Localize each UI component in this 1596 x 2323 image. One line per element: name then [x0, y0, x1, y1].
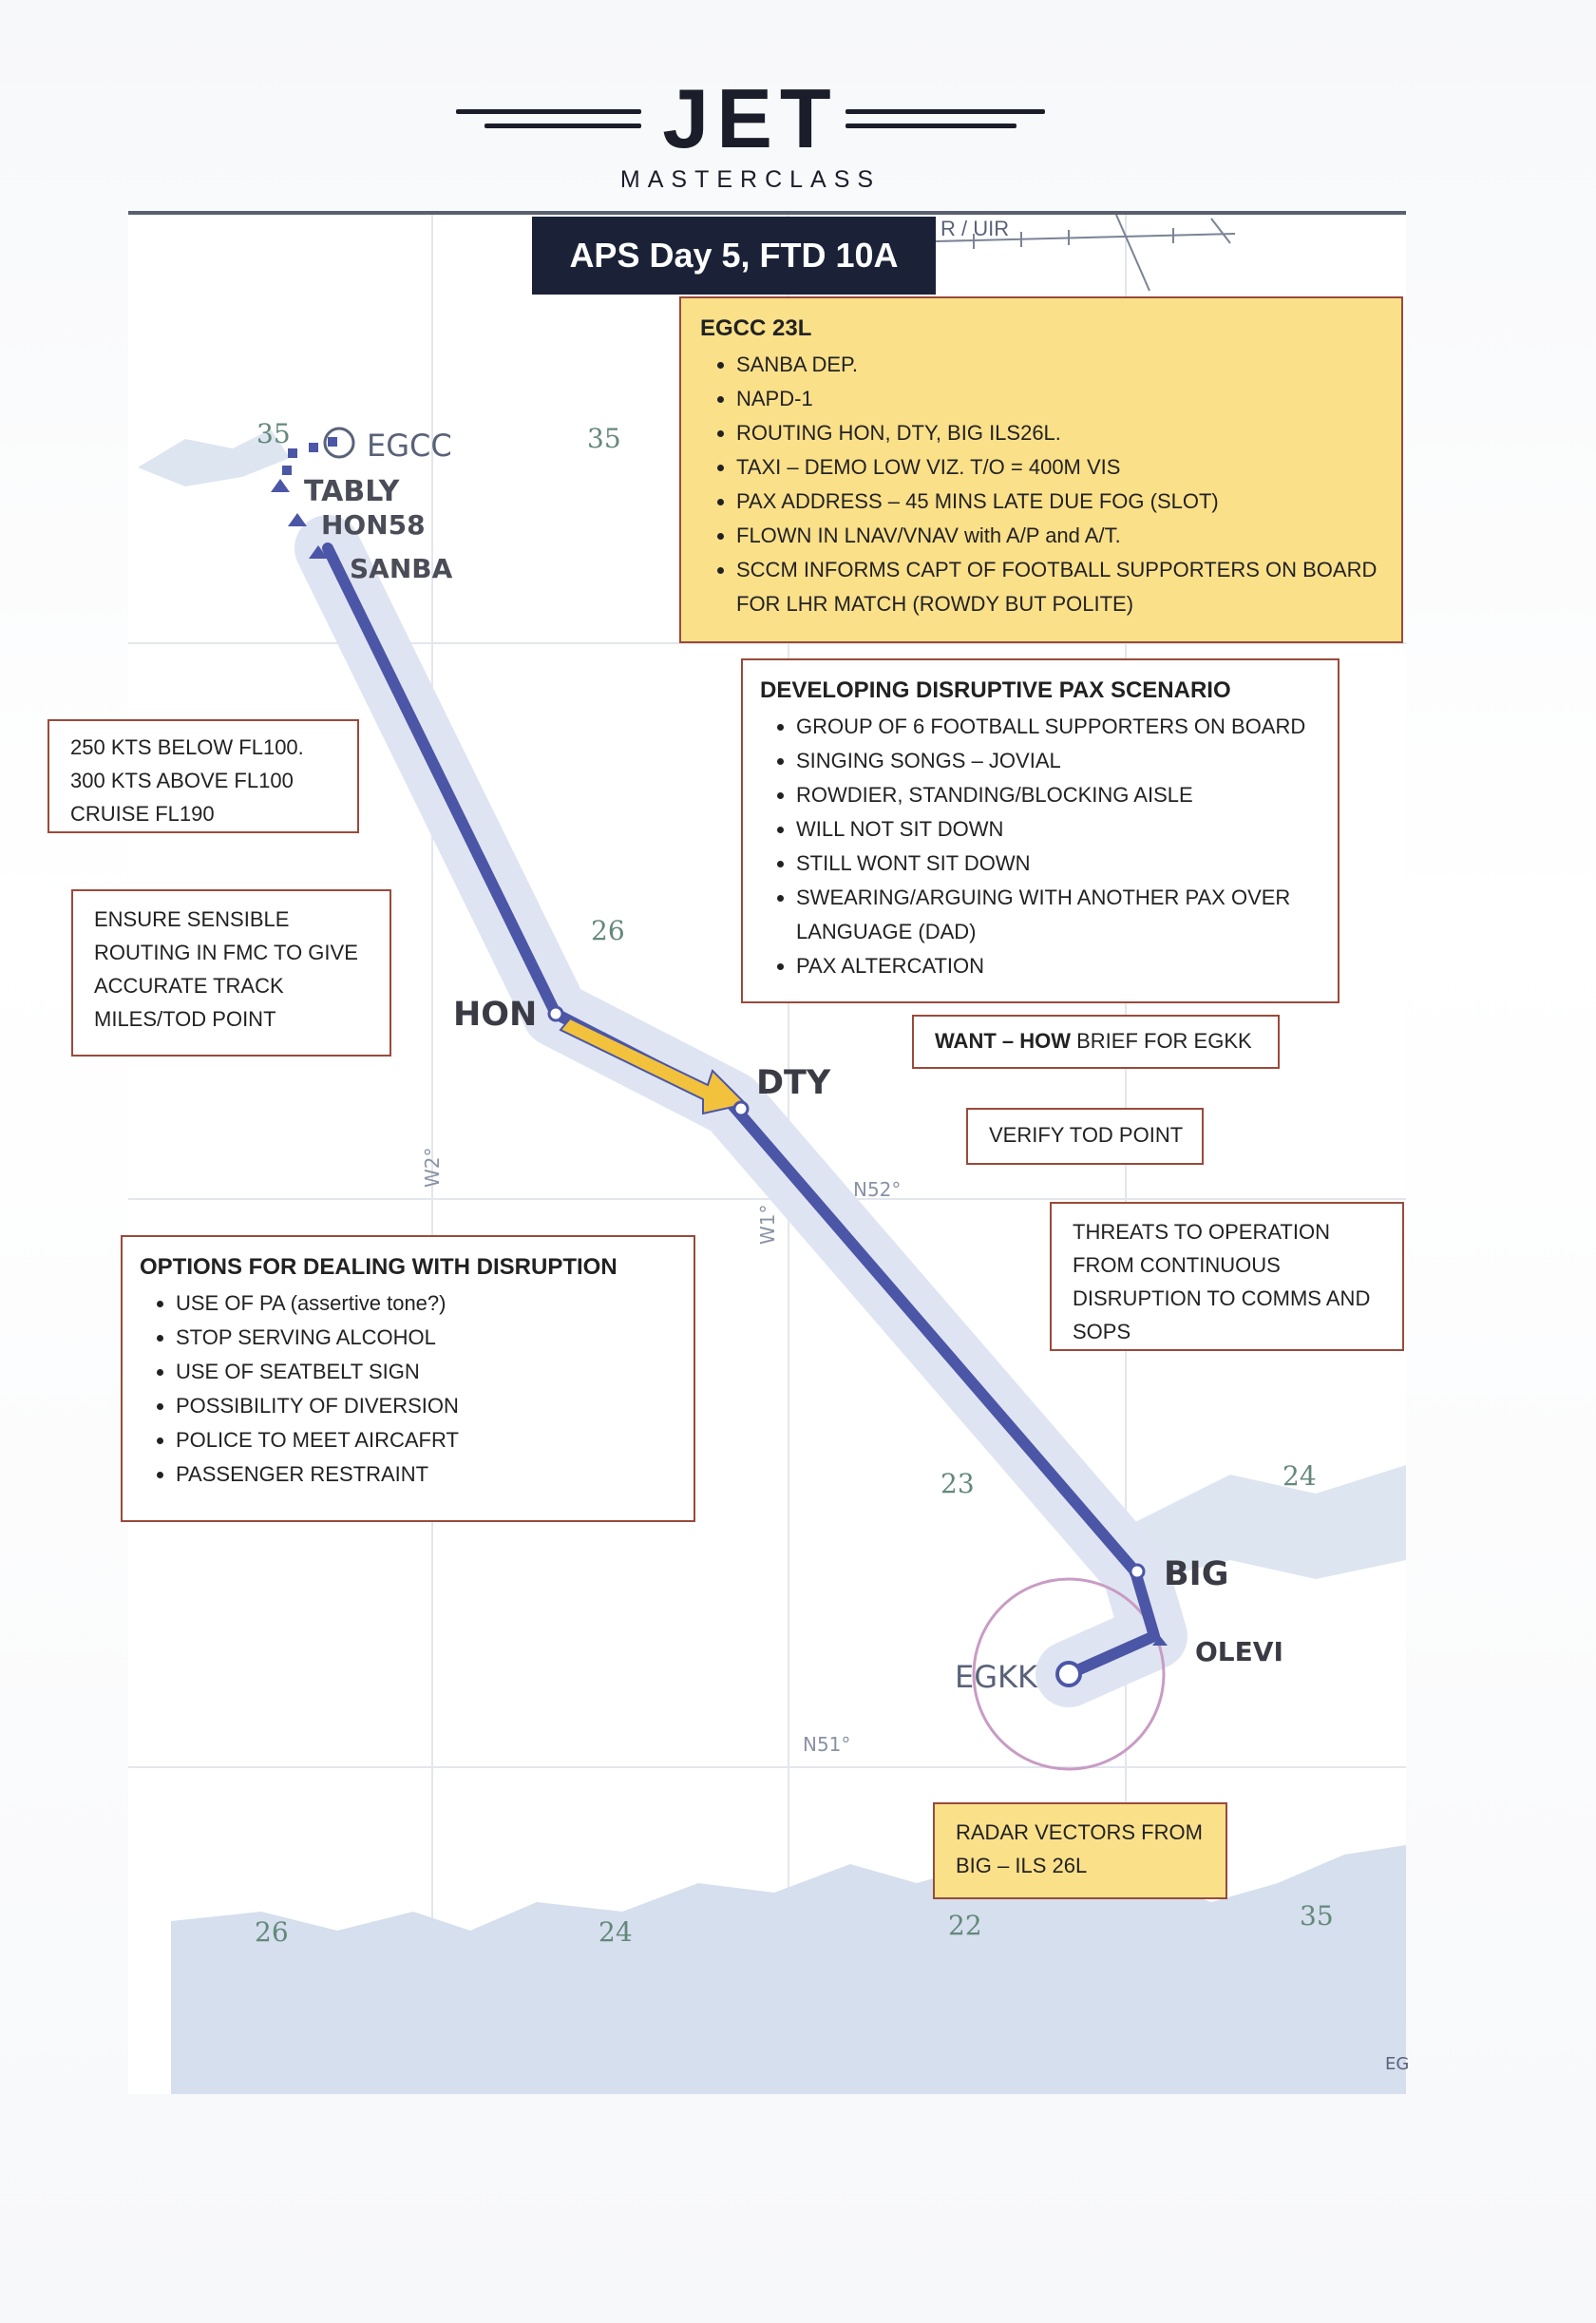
threats-line: FROM CONTINUOUS [1073, 1253, 1281, 1277]
scenario-heading: DEVELOPING DISRUPTIVE PAX SCENARIO [760, 677, 1231, 703]
radar-line: BIG – ILS 26L [956, 1854, 1088, 1877]
list-item: • USE OF SEATBELT SIGN [176, 1355, 682, 1389]
verify-text: VERIFY TOD POINT [989, 1123, 1184, 1147]
routing-line: ACCURATE TRACK [94, 974, 284, 998]
list-item: • SWEARING/ARGUING WITH ANOTHER PAX OVER LANGUAGE (DAD) [796, 881, 1320, 949]
waypoint-egcc: EGCC [367, 428, 452, 464]
options-heading: OPTIONS FOR DEALING WITH DISRUPTION [140, 1254, 618, 1280]
tably-waypoint-icon [271, 479, 290, 492]
list-item: • TAXI – DEMO LOW VIZ. T/O = 400M VIS [736, 450, 1384, 485]
speed-box [48, 719, 359, 833]
map-header-label: R / UIR [940, 217, 1010, 240]
waypoint-hon: HON [453, 996, 538, 1034]
list-item: • NAPD-1 [736, 382, 1384, 416]
departure-list [700, 348, 1384, 621]
radar-line: RADAR VECTORS FROM [956, 1820, 1203, 1844]
altitude-label: 35 [587, 423, 621, 454]
list-item: • SCCM INFORMS CAPT OF FOOTBALL SUPPORTERS ON BOARD FOR LHR MATCH (ROWDY BUT POLITE) [736, 553, 1384, 621]
routing-box [71, 889, 391, 1057]
altitude-label: 35 [256, 418, 291, 449]
airspace-lines [936, 215, 1240, 310]
jet-masterclass-logo [446, 71, 1054, 195]
waypoint-big: BIG [1164, 1555, 1229, 1593]
radar-box [933, 1802, 1227, 1899]
list-item: • ROWDIER, STANDING/BLOCKING AISLE [796, 778, 1320, 812]
list-item: • SINGING SONGS – JOVIAL [796, 744, 1320, 778]
speed-line: 300 KTS ABOVE FL100 [70, 769, 294, 792]
altitude-label: 26 [255, 1916, 289, 1948]
waypoint-sanba: SANBA [350, 553, 453, 584]
scenario-list [760, 710, 1320, 983]
list-item: • ROUTING HON, DTY, BIG ILS26L. [736, 416, 1384, 450]
waypoint-tably: TABLY [304, 475, 400, 508]
grid-label-n51: N51° [803, 1733, 851, 1756]
list-item: • POLICE TO MEET AIRCAFRT [176, 1423, 682, 1457]
grid-label-n52: N52° [853, 1178, 902, 1201]
corner-label: EG [1385, 2054, 1410, 2074]
routing-line: ENSURE SENSIBLE [94, 907, 290, 931]
altitude-label: 35 [1300, 1900, 1334, 1932]
page-title: APS Day 5, FTD 10A [532, 217, 936, 295]
list-item: • STILL WONT SIT DOWN [796, 847, 1320, 881]
list-item: • STOP SERVING ALCOHOL [176, 1321, 682, 1355]
want-bold-text: WANT – HOW [935, 1029, 1071, 1053]
altitude-label: 23 [940, 1468, 975, 1499]
grid-label-w1: W1° [756, 1204, 779, 1245]
threats-line: SOPS [1073, 1320, 1131, 1343]
list-item: • USE OF PA (assertive tone?) [176, 1286, 682, 1321]
list-item: • SANBA DEP. [736, 348, 1384, 382]
big-waypoint-icon [1130, 1565, 1144, 1578]
list-item: • FLOWN IN LNAV/VNAV with A/P and A/T. [736, 519, 1384, 553]
altitude-label: 22 [948, 1910, 982, 1941]
hon-waypoint-icon [549, 1007, 562, 1020]
departure-heading: EGCC 23L [700, 315, 812, 341]
threats-line: DISRUPTION TO COMMS AND [1073, 1286, 1371, 1310]
dty-waypoint-icon [734, 1102, 748, 1115]
altitude-label: 24 [1282, 1460, 1317, 1492]
waypoint-dty: DTY [756, 1064, 831, 1102]
grid-label-w2: W2° [421, 1147, 444, 1188]
hon58-waypoint-icon [288, 513, 307, 526]
list-item: • WILL NOT SIT DOWN [796, 812, 1320, 847]
waypoint-hon58: HON58 [321, 509, 426, 541]
list-item: • PASSENGER RESTRAINT [176, 1457, 682, 1492]
list-item: • GROUP OF 6 FOOTBALL SUPPORTERS ON BOARD [796, 710, 1320, 744]
list-item: • PAX ALTERCATION [796, 949, 1320, 983]
list-item: • PAX ADDRESS – 45 MINS LATE DUE FOG (SLOT) [736, 485, 1384, 519]
logo-sub-text: MASTERCLASS [619, 166, 882, 193]
want-box [912, 1015, 1280, 1069]
options-box [121, 1235, 695, 1522]
routing-line: MILES/TOD POINT [94, 1007, 276, 1031]
options-list [140, 1286, 682, 1492]
logo-main-text: JET [662, 71, 839, 165]
departure-box [679, 296, 1403, 643]
list-item: • POSSIBILITY OF DIVERSION [176, 1389, 682, 1423]
waypoint-egkk: EGKK [955, 1659, 1037, 1695]
routing-line: ROUTING IN FMC TO GIVE [94, 941, 358, 964]
threats-box [1050, 1202, 1404, 1351]
threats-line: THREATS TO OPERATION [1073, 1220, 1330, 1244]
altitude-label: 26 [591, 915, 625, 946]
departure-dashes [282, 437, 337, 475]
want-rest-text: BRIEF FOR EGKK [1071, 1029, 1252, 1053]
egkk-airport-icon [1057, 1663, 1080, 1685]
speed-line: CRUISE FL190 [70, 802, 215, 826]
scenario-box [741, 658, 1340, 1003]
altitude-label: 24 [598, 1916, 633, 1948]
verify-box [966, 1108, 1204, 1165]
speed-line: 250 KTS BELOW FL100. [70, 735, 304, 759]
waypoint-olevi: OLEVI [1195, 1636, 1283, 1667]
